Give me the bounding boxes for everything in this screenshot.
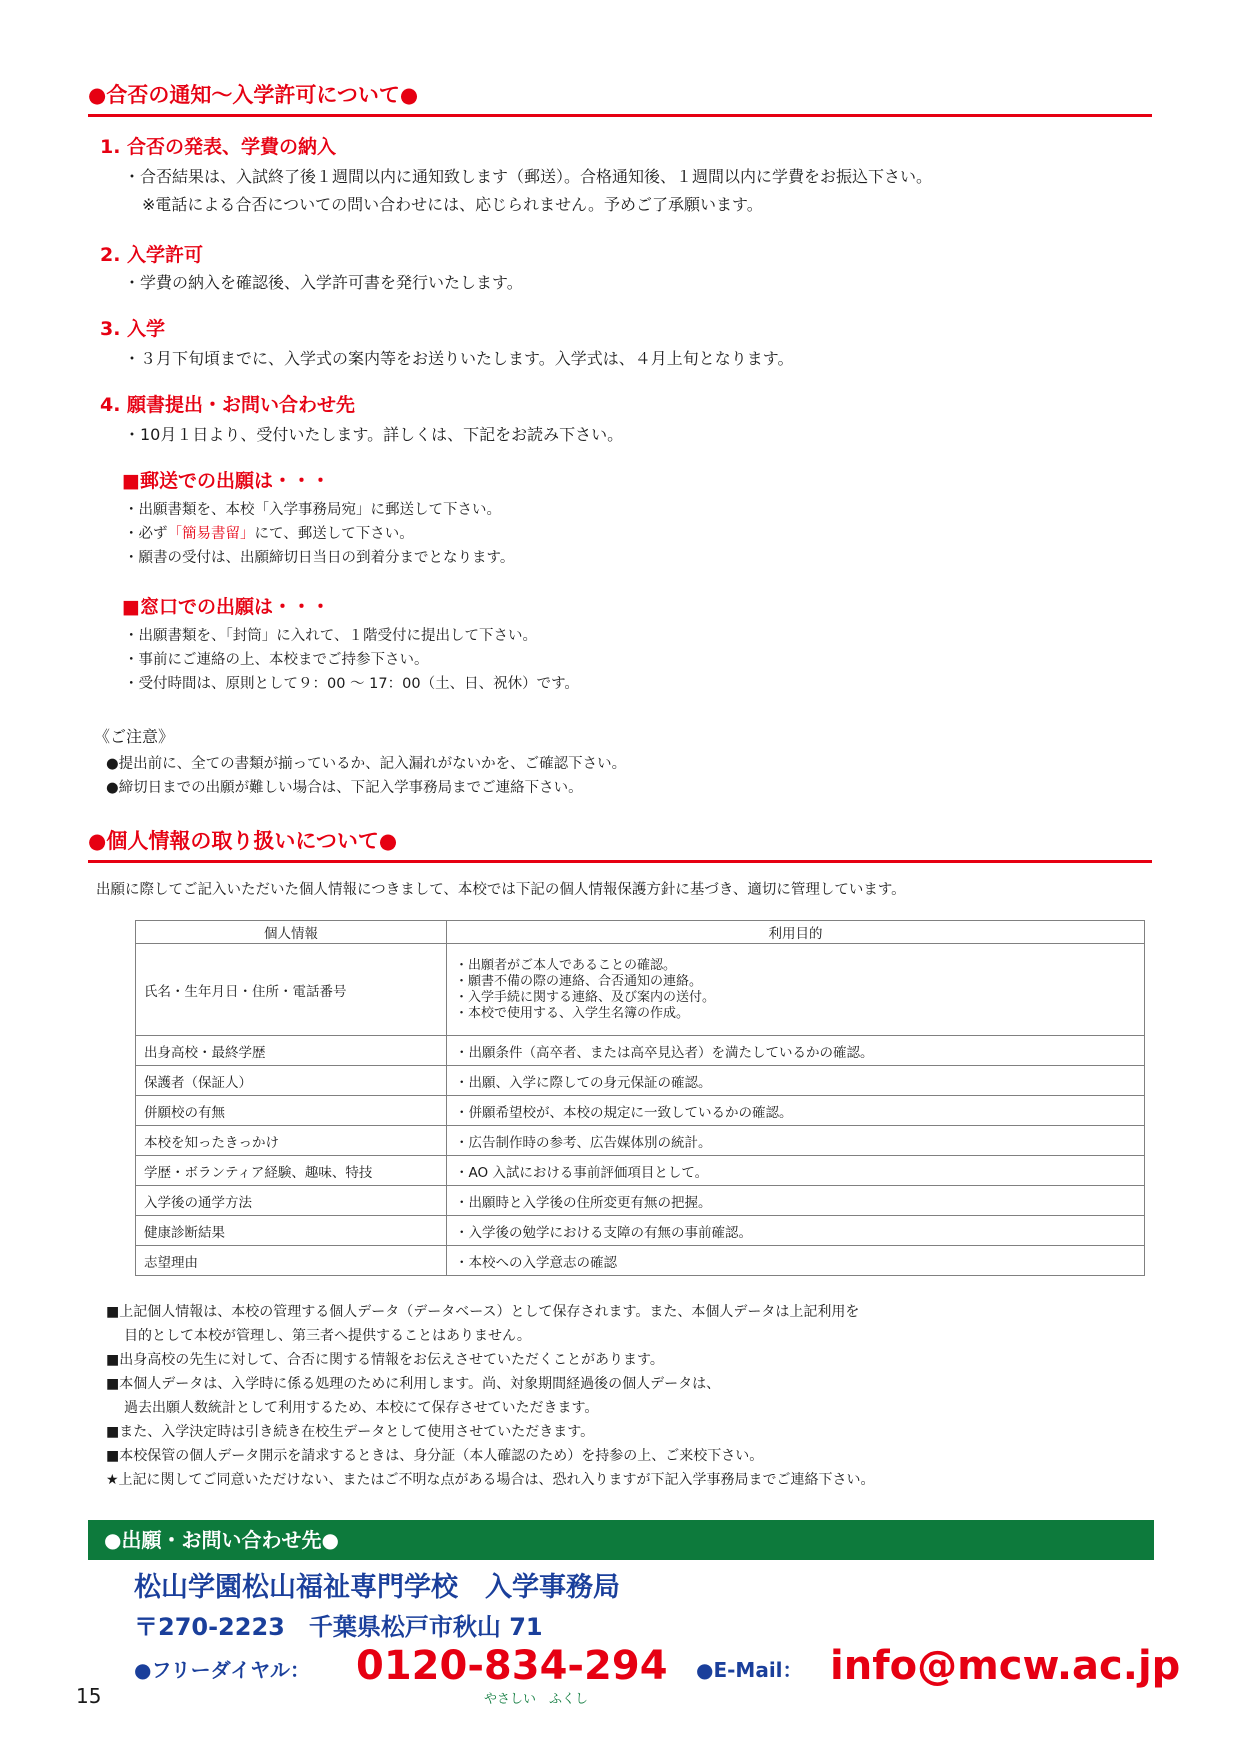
free-dial-label: ●フリーダイヤル： <box>134 1658 311 1682</box>
note-line: 目的として本校が管理し、第三者へ提供することはありません。 <box>124 1328 531 1344</box>
table-row <box>136 1126 1145 1156</box>
privacy-intro: 出願に際してご記入いただいた個人情報につきまして、本校では下記の個人情報保護方針に基づき、適切に管理しています。 <box>96 882 906 898</box>
table-cell-info: 保護者（保証人） <box>136 1066 447 1096</box>
table-cell-purpose: ・出願時と入学後の住所変更有無の把握。 <box>447 1186 1145 1216</box>
registered-mail-emphasis: 「簡易書留」 <box>167 526 255 542</box>
table-cell-info: 出身高校・最終学歴 <box>136 1036 447 1066</box>
table-cell-info: 併願校の有無 <box>136 1096 447 1126</box>
mail-line-pre: ・必ず <box>124 526 168 542</box>
page-number: 15 <box>76 1684 102 1708</box>
window-application-heading: ■窓口での出願は・・・ <box>122 596 330 618</box>
table-cell-purpose: ・入学後の勉学における支障の有無の事前確認。 <box>447 1216 1145 1246</box>
window-line: ・出願書類を、「封筒」に入れて、１階受付に提出して下さい。 <box>124 628 537 644</box>
table-cell-purpose: ・出願条件（高卒者、または高卒見込者）を満たしているかの確認。 <box>447 1036 1145 1066</box>
window-line: ・受付時間は、原則として９：00 〜 17：00（土、日、祝休）です。 <box>124 676 579 692</box>
item-title-results: 1. 合否の発表、学費の納入 <box>100 136 337 158</box>
table-cell-purpose <box>447 944 1145 1036</box>
table-cell-info: 健康診断結果 <box>136 1216 447 1246</box>
table-cell-info: 本校を知ったきっかけ <box>136 1126 447 1156</box>
table-cell-info: 志望理由 <box>136 1246 447 1276</box>
purpose-item: ・本校で使用する、入学生名簿の作成。 <box>455 1005 690 1021</box>
table-row <box>136 1156 1145 1186</box>
section-heading-admission: ●合否の通知〜入学許可について● <box>88 80 1152 117</box>
section-heading-privacy: ●個人情報の取り扱いについて● <box>88 826 1152 863</box>
item-line: ・10月１日より、受付いたします。詳しくは、下記をお読み下さい。 <box>124 425 624 444</box>
email-address-link[interactable]: info@mcw.ac.jp <box>830 1643 1181 1689</box>
table-row <box>136 1216 1145 1246</box>
caution-heading: 《ご注意》 <box>94 727 175 746</box>
item-line: ・合否結果は、入試終了後１週間以内に通知致します（郵送）。合格通知後、１週間以内に学費をお振込下さい。 <box>124 167 933 186</box>
phone-number-reading: やさしい ふくし <box>484 1692 589 1707</box>
item-line: ・学費の納入を確認後、入学許可書を発行いたします。 <box>124 273 523 292</box>
free-dial-number[interactable]: 0120-834-294 <box>356 1643 668 1689</box>
item-title-permission: 2. 入学許可 <box>100 244 204 266</box>
table-row <box>136 1186 1145 1216</box>
school-address: 〒270-2223 千葉県松戸市秋山 71 <box>134 1613 543 1641</box>
privacy-table <box>135 920 1145 1276</box>
email-label: ●E-Mail： <box>696 1658 803 1682</box>
item-line: ・３月下旬頃までに、入学式の案内等をお送りいたします。入学式は、４月上旬となります。 <box>124 349 794 368</box>
item-line: ※電話による合否についての問い合わせには、応じられません。予めご了承願います。 <box>142 195 763 214</box>
mail-line <box>124 524 414 544</box>
table-cell-info: 氏名・生年月日・住所・電話番号 <box>136 944 447 1036</box>
purpose-item: ・出願者がご本人であることの確認。 <box>455 957 677 973</box>
caution-line: ●締切日までの出願が難しい場合は、下記入学事務局までご連絡下さい。 <box>106 780 583 796</box>
school-office-name: 松山学園松山福祉専門学校 入学事務局 <box>134 1572 620 1603</box>
purpose-item: ・入学手続に関する連絡、及び案内の送付。 <box>455 989 716 1005</box>
mail-application-heading: ■郵送での出願は・・・ <box>122 470 330 492</box>
note-line: ■本個人データは、入学時に係る処理のために利用します。尚、対象期間経過後の個人データは、 <box>106 1376 721 1392</box>
note-line: 過去出願人数統計として利用するため、本校にて保存させていただきます。 <box>124 1400 599 1416</box>
item-title-submission: 4. 願書提出・お問い合わせ先 <box>100 394 356 416</box>
table-row <box>136 944 1145 1036</box>
table-row <box>136 1036 1145 1066</box>
mail-line-post: にて、郵送して下さい。 <box>254 526 414 542</box>
contact-heading: ●出願・お問い合わせ先● <box>88 1520 1154 1560</box>
table-header-purpose: 利用目的 <box>447 921 1145 944</box>
item-title-enrollment: 3. 入学 <box>100 318 166 340</box>
table-cell-info: 入学後の通学方法 <box>136 1186 447 1216</box>
mail-line: ・願書の受付は、出願締切日当日の到着分までとなります。 <box>124 550 515 566</box>
table-cell-purpose: ・本校への入学意志の確認 <box>447 1246 1145 1276</box>
mail-line: ・出願書類を、本校「入学事務局宛」に郵送して下さい。 <box>124 502 501 518</box>
note-line: ■また、入学決定時は引き続き在校生データとして使用させていただきます。 <box>106 1424 595 1440</box>
note-line: ■上記個人情報は、本校の管理する個人データ（データベース）として保存されます。また、本個人データは上記利用を <box>106 1304 860 1320</box>
table-cell-purpose: ・出願、入学に際しての身元保証の確認。 <box>447 1066 1145 1096</box>
table-cell-purpose: ・併願希望校が、本校の規定に一致しているかの確認。 <box>447 1096 1145 1126</box>
table-row <box>136 1246 1145 1276</box>
table-cell-purpose: ・広告制作時の参考、広告媒体別の統計。 <box>447 1126 1145 1156</box>
purpose-item: ・願書不備の際の連絡、合否通知の連絡。 <box>455 973 703 989</box>
caution-line: ●提出前に、全ての書類が揃っているか、記入漏れがないかを、ご確認下さい。 <box>106 756 627 772</box>
table-cell-info: 学歴・ボランティア経験、趣味、特技 <box>136 1156 447 1186</box>
note-line: ★上記に関してご同意いただけない、またはご不明な点がある場合は、恐れ入りますが下記入学事務局までご連絡下さい。 <box>106 1472 875 1488</box>
note-line: ■出身高校の先生に対して、合否に関する情報をお伝えさせていただくことがあります。 <box>106 1352 664 1368</box>
table-cell-purpose: ・AO 入試における事前評価項目として。 <box>447 1156 1145 1186</box>
table-header-info: 個人情報 <box>136 921 447 944</box>
table-header-row <box>136 921 1145 944</box>
table-row <box>136 1096 1145 1126</box>
table-row <box>136 1066 1145 1096</box>
note-line: ■本校保管の個人データ開示を請求するときは、身分証（本人確認のため）を持参の上、ご来校下さい。 <box>106 1448 764 1464</box>
window-line: ・事前にご連絡の上、本校までご持参下さい。 <box>124 652 429 668</box>
